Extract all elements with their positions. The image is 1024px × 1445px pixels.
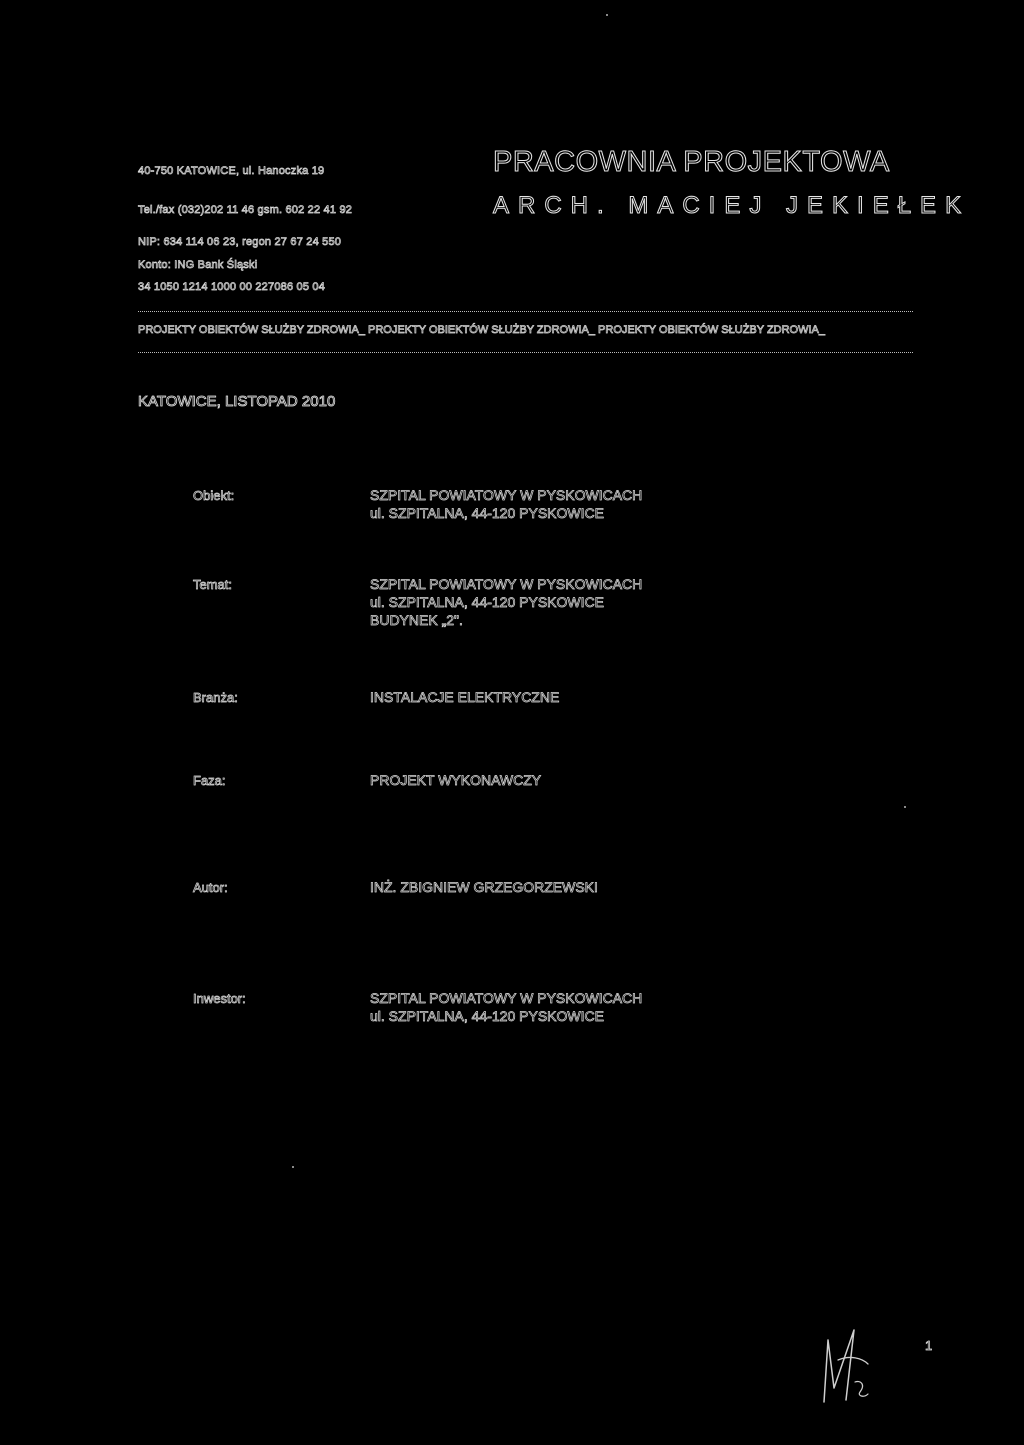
scan-speck bbox=[606, 14, 608, 16]
divider-bottom bbox=[138, 352, 913, 353]
obiekt-label: Obiekt: bbox=[193, 488, 235, 503]
scan-speck bbox=[292, 1166, 294, 1168]
faza-label: Faza: bbox=[193, 773, 226, 788]
company-name: PRACOWNIA PROJEKTOWA bbox=[493, 146, 890, 178]
inwestor-line-2: ul. SZPITALNA, 44-120 PYSKOWICE bbox=[370, 1008, 604, 1024]
temat-line-1: SZPITAL POWIATOWY W PYSKOWICACH bbox=[370, 576, 643, 592]
scan-speck bbox=[904, 806, 906, 808]
architect-name: ARCH. MACIEJ JEKIEŁEK bbox=[493, 192, 971, 219]
company-phone: Tel./fax (032)202 11 46 gsm. 602 22 41 92 bbox=[138, 204, 353, 216]
obiekt-line-2: ul. SZPITALNA, 44-120 PYSKOWICE bbox=[370, 505, 604, 521]
divider-top bbox=[138, 311, 913, 312]
signature bbox=[810, 1300, 880, 1410]
company-address: 40-750 KATOWICE, ul. Hanoczka 19 bbox=[138, 165, 325, 177]
faza-value: PROJEKT WYKONAWCZY bbox=[370, 772, 542, 788]
temat-line-2: ul. SZPITALNA, 44-120 PYSKOWICE bbox=[370, 594, 604, 610]
company-nip: NIP: 634 114 06 23, regon 27 67 24 550 bbox=[138, 236, 342, 248]
branza-label: Branża: bbox=[193, 690, 238, 705]
temat-line-3: BUDYNEK „2". bbox=[370, 612, 463, 628]
banner-text: PROJEKTY OBIEKTÓW SŁUŻBY ZDROWIA_ PROJEKTY OBIEKTÓW SŁUŻBY ZDROWIA_ PROJEKTY OBIEKTÓW SŁUŻBY ZDROWIA_ bbox=[138, 324, 826, 336]
branza-value: INSTALACJE ELEKTRYCZNE bbox=[370, 689, 560, 705]
autor-value: INŻ. ZBIGNIEW GRZEGORZEWSKI bbox=[370, 879, 598, 895]
company-account: 34 1050 1214 1000 00 227086 05 04 bbox=[138, 281, 326, 293]
company-bank: Konto: ING Bank Śląski bbox=[138, 259, 258, 271]
obiekt-line-1: SZPITAL POWIATOWY W PYSKOWICACH bbox=[370, 487, 643, 503]
document-date: KATOWICE, LISTOPAD 2010 bbox=[138, 393, 336, 410]
inwestor-label: Inwestor: bbox=[193, 991, 246, 1006]
inwestor-line-1: SZPITAL POWIATOWY W PYSKOWICACH bbox=[370, 990, 643, 1006]
page-number: 1 bbox=[925, 1338, 933, 1353]
autor-label: Autor: bbox=[193, 880, 228, 895]
temat-label: Temat: bbox=[193, 577, 233, 592]
